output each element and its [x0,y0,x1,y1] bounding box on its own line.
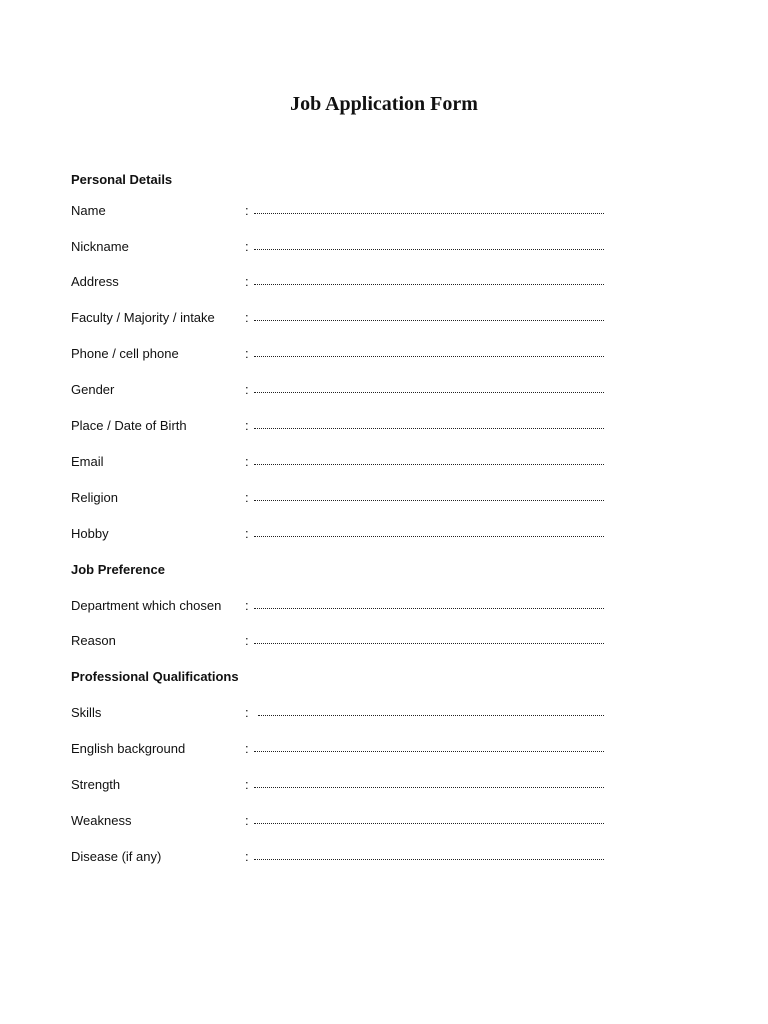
field-row-faculty[interactable] [71,309,611,327]
field-label-address: Address [71,274,119,289]
field-row-name[interactable] [71,202,611,220]
field-label-phone: Phone / cell phone [71,346,179,361]
field-row-email[interactable] [71,453,611,471]
field-colon: : [245,239,249,254]
phone-fill-line[interactable] [254,356,604,357]
field-label-religion: Religion [71,490,118,505]
disease-fill-line[interactable] [254,859,604,860]
field-colon: : [245,454,249,469]
gender-fill-line[interactable] [254,392,604,393]
field-label-department: Department which chosen [71,598,222,613]
field-row-disease[interactable] [71,848,611,866]
field-row-nickname[interactable] [71,238,611,256]
field-colon: : [245,382,249,397]
field-colon: : [245,633,249,648]
field-colon: : [245,849,249,864]
field-colon: : [245,813,249,828]
field-row-address[interactable] [71,273,611,291]
field-label-name: Name [71,203,106,218]
section-heading-professional-qualifications: Professional Qualifications [71,669,239,684]
field-row-gender[interactable] [71,381,611,399]
field-colon: : [245,598,249,613]
hobby-fill-line[interactable] [254,536,604,537]
field-colon: : [245,741,249,756]
field-colon: : [245,274,249,289]
field-row-hobby[interactable] [71,525,611,543]
email-fill-line[interactable] [254,464,604,465]
field-colon: : [245,705,249,720]
religion-fill-line[interactable] [254,500,604,501]
faculty-fill-line[interactable] [254,320,604,321]
field-label-disease: Disease (if any) [71,849,162,864]
reason-fill-line[interactable] [254,643,604,644]
address-fill-line[interactable] [254,284,604,285]
field-row-reason[interactable] [71,632,611,650]
english-fill-line[interactable] [254,751,604,752]
page-title: Job Application Form [290,93,478,115]
field-label-gender: Gender [71,382,115,397]
field-label-nickname: Nickname [71,239,129,254]
field-label-strength: Strength [71,777,121,792]
field-row-phone[interactable] [71,345,611,363]
field-colon: : [245,203,249,218]
field-row-department[interactable] [71,597,611,615]
field-row-english[interactable] [71,740,611,758]
field-colon: : [245,777,249,792]
section-heading-job-preference: Job Preference [71,562,165,577]
strength-fill-line[interactable] [254,787,604,788]
field-label-reason: Reason [71,633,116,648]
field-label-email: Email [71,454,104,469]
name-fill-line[interactable] [254,213,604,214]
field-row-religion[interactable] [71,489,611,507]
section-heading-personal-details: Personal Details [71,172,173,187]
field-colon: : [245,526,249,541]
field-colon: : [245,310,249,325]
field-colon: : [245,490,249,505]
field-row-weakness[interactable] [71,812,611,830]
skills-fill-line[interactable] [258,715,604,716]
field-label-faculty: Faculty / Majority / intake [71,310,215,325]
field-label-english: English background [71,741,186,756]
field-label-birth: Place / Date of Birth [71,418,187,433]
field-label-skills: Skills [71,705,102,720]
field-colon: : [245,346,249,361]
field-label-hobby: Hobby [71,526,109,541]
department-fill-line[interactable] [254,608,604,609]
field-label-weakness: Weakness [71,813,132,828]
field-row-strength[interactable] [71,776,611,794]
weakness-fill-line[interactable] [254,823,604,824]
field-row-birth[interactable] [71,417,611,435]
nickname-fill-line[interactable] [254,249,604,250]
field-row-skills[interactable] [71,704,611,722]
birth-fill-line[interactable] [254,428,604,429]
field-colon: : [245,418,249,433]
